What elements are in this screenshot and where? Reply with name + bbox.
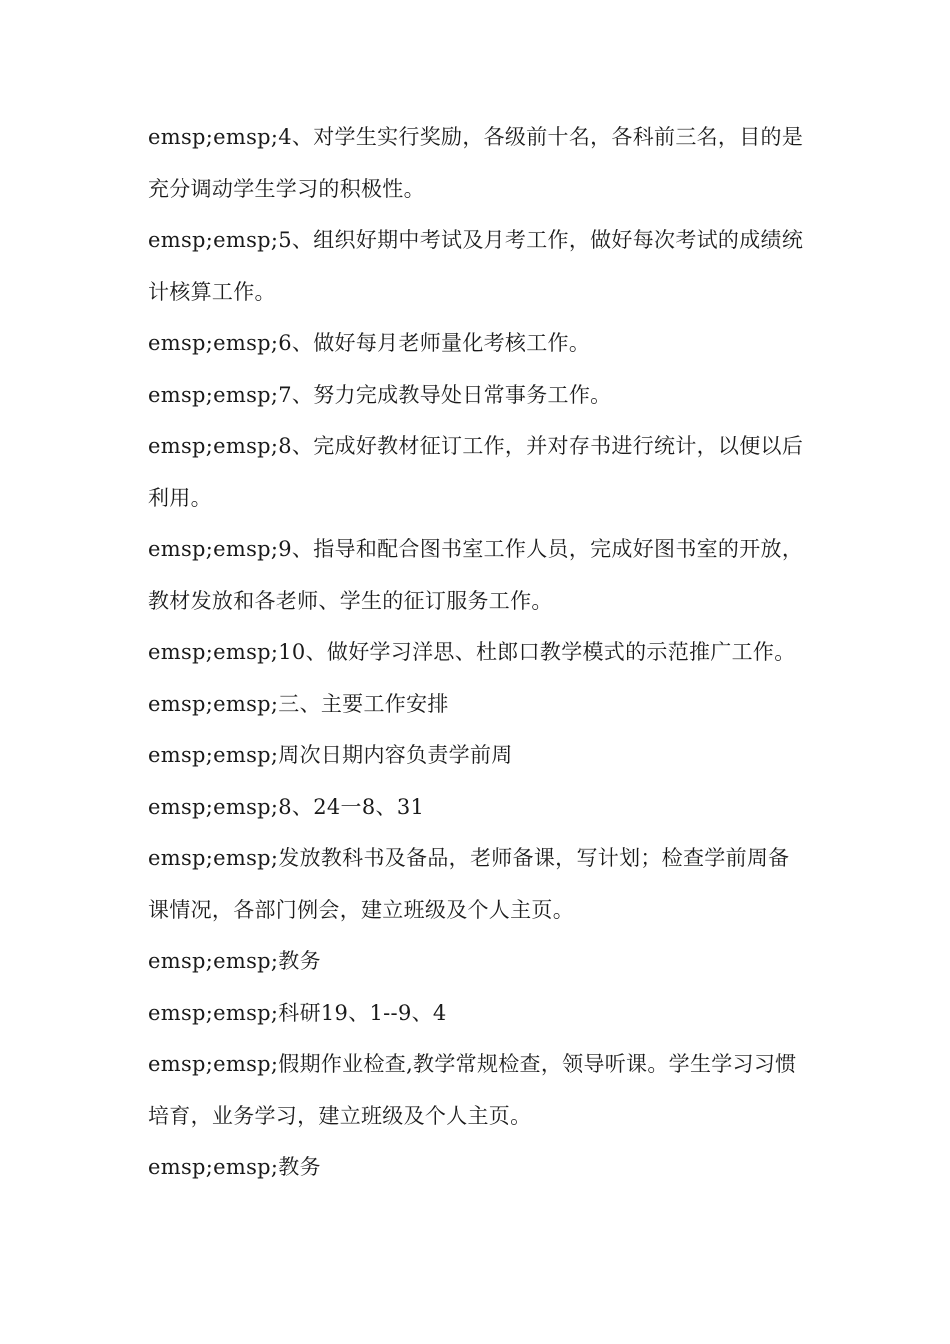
schedule-date-range-2: emsp;emsp;科研19、1--9、4 <box>148 1000 447 1025</box>
schedule-date-range-1: emsp;emsp;8、24一8、31 <box>148 794 425 819</box>
schedule-owner-1: emsp;emsp;教务 <box>148 949 321 973</box>
paragraph-exams: emsp;emsp;5、组织好期中考试及月考工作，做好每次考试的成绩统计核算工作。 <box>148 228 804 304</box>
schedule-owner-2: emsp;emsp;教务 <box>148 1155 321 1179</box>
paragraph-daily-affairs: emsp;emsp;7、努力完成教导处日常事务工作。 <box>148 382 612 407</box>
paragraph-library: emsp;emsp;9、指导和配合图书室工作人员，完成好图书室的开放，教材发放和各老师、学生的征订服务工作。 <box>148 537 804 613</box>
paragraph-textbook-order: emsp;emsp;8、完成好教材征订工作，并对存书进行统计，以便以后利用。 <box>148 434 804 510</box>
paragraph-reward: emsp;emsp;4、对学生实行奖励，各级前十名，各科前三名，目的是充分调动学生学习的积极性。 <box>148 125 804 201</box>
schedule-content-1: emsp;emsp;发放教科书及备品，老师备课，写计划；检查学前周备课情况，各部门例会，建立班级及个人主页。 <box>148 846 790 922</box>
document-body <box>148 112 808 1194</box>
paragraph-assessment: emsp;emsp;6、做好每月老师量化考核工作。 <box>148 331 591 355</box>
paragraph-teaching-model: emsp;emsp;10、做好学习洋思、杜郎口教学模式的示范推广工作。 <box>148 640 796 664</box>
schedule-content-2: emsp;emsp;假期作业检查,教学常规检查，领导听课。学生学习习惯培育，业务学习，建立班级及个人主页。 <box>148 1052 797 1128</box>
schedule-header: emsp;emsp;周次日期内容负责学前周 <box>148 743 513 767</box>
section-heading-schedule: emsp;emsp;三、主要工作安排 <box>148 691 449 716</box>
